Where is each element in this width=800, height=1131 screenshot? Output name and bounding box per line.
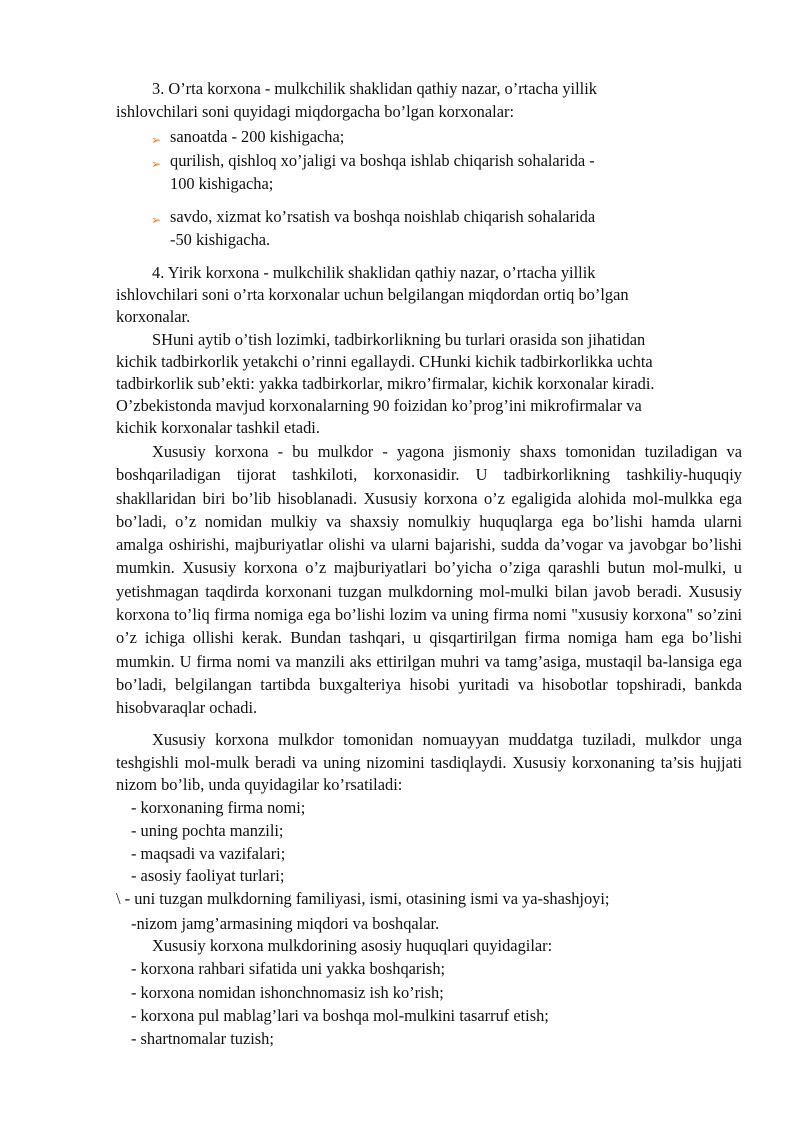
rights-item-1: - korxona rahbari sifatida uni yakka boshqarish;: [131, 959, 446, 978]
small-business-line1: SHuni aytib o’tish lozimki, tadbirkorlikning bu turlari orasida son jihatidan: [152, 330, 646, 349]
section4-line1: 4. Yirik korxona - mulkchilik shaklidan qathiy nazar, o’rtacha yillik: [152, 263, 596, 282]
charter-item-3: - maqsadi va vazifalari;: [131, 844, 286, 863]
bullet-item-1: sanoatda - 200 kishigacha;: [170, 127, 345, 146]
arrow-bullet-icon: ➢: [151, 213, 162, 227]
small-business-line5: kichik korxonalar tashkil etadi.: [116, 418, 320, 437]
charter-paragraph: Xususiy korxona mulkdor tomonidan nomuayyan muddatga tuziladi, mulkdor unga teshgishli mol-mulk beradi va uning nizomini tasdiqlaydi. Xususiy korxonaning ta’sis hujjati nizom bo’lib, unda quyidagilar ko’rsatiladi:: [116, 730, 742, 795]
charter-item-4: - asosiy faoliyat turlari;: [131, 866, 285, 885]
section4-line3: korxonalar.: [116, 307, 191, 326]
charter-item-founder: \ - uni tuzgan mulkdorning familiyasi, ismi, otasining ismi va ya-shashjoyi;: [116, 889, 610, 908]
bullet-item-3-line2: -50 kishigacha.: [170, 230, 271, 249]
rights-item-4: - shartnomalar tuzish;: [131, 1029, 274, 1048]
arrow-bullet-icon: ➢: [151, 133, 162, 147]
bullet-item-3-line1: savdo, xizmat ko’rsatish va boshqa noishlab chiqarish sohalarida: [170, 207, 596, 226]
charter-item-capital: -nizom jamg’armasining miqdori va boshqalar.: [131, 914, 440, 933]
bullet-item-2-line1: qurilish, qishloq xo’jaligi va boshqa ishlab chiqarish sohalarida -: [170, 151, 595, 170]
arrow-bullet-icon: ➢: [151, 157, 162, 171]
private-enterprise-paragraph: Xususiy korxona - bu mulkdor - yagona jismoniy shaxs tomonidan tuziladigan va boshqariladigan tijorat tashkiloti, korxonasidir. U tadbirkorlikning tashkiliy-huquqiy shakllaridan biri bo’lib hisoblanadi. Xususiy korxona o’z egaligida alohida mol-mulkka ega bo’ladi, o’z nomidan mulkiy va shaxsiy nomulkiy huquqlarga ega bo’lishi hamda ularni amalga oshirishi, majburiyatlar olishi va ularni bajarishi, sudda da’vogar va javobgar bo’lishi mumkin. Xususiy korxona o’z majburiyatlari bo’yicha o’ziga qarashli butun mol-mulki, u yetishmagan taqdirda korxonani tuzgan mulkdorning mol-mulki bilan javob beradi. Xususiy korxona to’liq firma nomiga ega bo’lishi lozim va uning firma nomi "xususiy korxona" so’zini o’z ichiga ollishi kerak. Bundan tashqari, u qisqartirilgan firma nomiga ham ega bo’lishi mumkin. U firma nomi va manzili aks ettirilgan muhri va tamg’asiga, mustaqil ba-lansiga ega bo’ladi, belgilangan tartibda buxgalteriya hisobi yuritadi va hisobotlar topshiradi, bankda hisobvaraqlar ochadi.: [116, 442, 742, 718]
section4-line2: ishlovchilari soni o’rta korxonalar uchun belgilangan miqdordan ortiq bo’lgan: [116, 285, 629, 304]
small-business-line3: tadbirkorlik sub’ekti: yakka tadbirkorlar, mikro’firmalar, kichik korxonalar kiradi.: [116, 374, 655, 393]
rights-item-3: - korxona pul mablag’lari va boshqa mol-mulkini tasarruf etish;: [131, 1006, 549, 1025]
small-business-line4: O’zbekistonda mavjud korxonalarning 90 foizidan ko’prog’ini mikrofirmalar va: [116, 396, 642, 415]
small-business-line2: kichik tadbirkorlik yetakchi o’rinni egallaydi. CHunki kichik tadbirkorlikka uchta: [116, 352, 653, 371]
bullet-item-2-line2: 100 kishigacha;: [170, 174, 274, 193]
section3-line2: ishlovchilari soni quyidagi miqdorgacha bo’lgan korxonalar:: [116, 102, 514, 121]
rights-item-2: - korxona nomidan ishonchnomasiz ish ko’rish;: [131, 983, 444, 1002]
rights-intro: Xususiy korxona mulkdorining asosiy huquqlari quyidagilar:: [152, 936, 553, 955]
charter-item-1: - korxonaning firma nomi;: [131, 798, 306, 817]
section3-line1: 3. O’rta korxona - mulkchilik shaklidan qathiy nazar, o’rtacha yillik: [152, 79, 597, 98]
charter-item-2: - uning pochta manzili;: [131, 821, 284, 840]
